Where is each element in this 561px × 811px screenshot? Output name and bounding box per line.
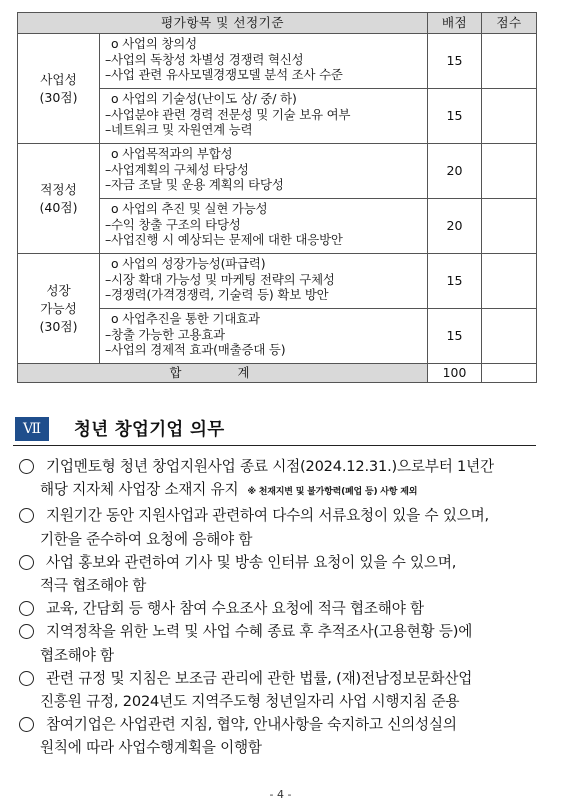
total-points: 100 <box>428 364 482 383</box>
table-row <box>18 254 537 309</box>
circle-bullet-icon <box>19 717 34 732</box>
duty-text: 사업 홍보와 관련하여 기사 및 방송 인터뷰 요청이 있을 수 있으며, <box>46 553 457 571</box>
category-line: (40점) <box>39 199 78 215</box>
section-title: 청년 창업기업 의무 <box>74 420 225 440</box>
criteria-title: o 사업의 창의성 <box>111 36 197 51</box>
list-item <box>13 551 543 597</box>
duties-list <box>13 455 543 760</box>
score-cell <box>482 34 537 89</box>
score-cell <box>482 89 537 144</box>
criteria-cell <box>100 199 428 254</box>
criteria-sub: –네트워크 및 자원연계 능력 <box>105 122 253 138</box>
score-cell <box>482 144 537 199</box>
circle-bullet-icon <box>19 624 34 639</box>
total-label: 합 계 <box>18 364 428 383</box>
category-line: 성장 <box>46 282 71 298</box>
list-item <box>13 504 543 550</box>
circle-bullet-icon <box>19 508 34 523</box>
header-criteria: 평가항목 및 선정기준 <box>18 13 428 34</box>
total-score-cell <box>482 364 537 383</box>
evaluation-table <box>17 12 537 383</box>
criteria-sub: –자금 조달 및 운용 계획의 타당성 <box>105 177 284 193</box>
header-points: 배점 <box>428 13 482 34</box>
points-cell: 20 <box>428 144 482 199</box>
duty-text: 지역정착을 위한 노력 및 사업 수혜 종료 후 추적조사(고용현황 등)에 <box>46 623 473 641</box>
category-line: 사업성 <box>40 71 77 87</box>
duty-note: ※ 천재지변 및 불가항력(폐업 등) 사항 제외 <box>247 487 418 498</box>
duty-text: 기업멘토형 청년 창업지원사업 종료 시점(2024.12.31.)으로부터 1년간 <box>46 458 494 475</box>
page-number: - 4 - <box>269 788 292 801</box>
circle-bullet-icon <box>19 671 34 686</box>
duty-text: 원칙에 따라 사업수행계획을 이행함 <box>40 739 262 757</box>
criteria-sub: –사업의 독창성 차별성 경쟁력 혁신성 <box>105 51 304 67</box>
criteria-title: o 사업의 추진 및 실현 가능성 <box>111 201 268 216</box>
criteria-cell <box>100 89 428 144</box>
criteria-sub: –사업의 경제적 효과(매출증대 등) <box>105 342 286 358</box>
category-line: (30점) <box>39 89 78 105</box>
criteria-title: o 사업의 성장가능성(파급력) <box>111 256 266 271</box>
points-cell: 15 <box>428 89 482 144</box>
criteria-sub: –사업계획의 구체성 타당성 <box>105 161 249 177</box>
category-line: (30점) <box>39 318 78 334</box>
circle-bullet-icon <box>19 601 34 616</box>
score-cell <box>482 309 537 364</box>
criteria-sub: –경쟁력(가격경쟁력, 기술력 등) 확보 방안 <box>105 287 329 303</box>
criteria-sub: –수익 창출 구조의 타당성 <box>105 216 241 232</box>
score-cell <box>482 199 537 254</box>
criteria-cell <box>100 254 428 309</box>
circle-bullet-icon <box>19 555 34 570</box>
category-cell <box>18 34 100 144</box>
points-cell: 15 <box>428 309 482 364</box>
list-item <box>13 455 543 504</box>
points-cell: 15 <box>428 34 482 89</box>
table-header-row <box>18 13 537 34</box>
criteria-title: o 사업추진을 통한 기대효과 <box>111 311 260 326</box>
criteria-cell <box>100 34 428 89</box>
table-row <box>18 34 537 89</box>
duty-text: 적극 협조해야 함 <box>40 577 147 595</box>
duty-text: 협조해야 함 <box>40 646 114 664</box>
criteria-sub: –창출 가능한 고용효과 <box>105 326 225 342</box>
points-cell: 15 <box>428 254 482 309</box>
category-cell <box>18 254 100 364</box>
circle-bullet-icon <box>19 459 34 474</box>
criteria-title: o 사업의 기술성(난이도 상/ 중/ 하) <box>111 91 297 106</box>
duty-text: 참여기업은 사업관련 지침, 협약, 안내사항을 숙지하고 신의성실의 <box>46 716 457 734</box>
criteria-sub: –사업분야 관련 경력 전문성 및 기술 보유 여부 <box>105 106 351 122</box>
table-row <box>18 144 537 199</box>
category-line: 가능성 <box>40 300 77 316</box>
duty-text: 해당 지자체 사업장 소재지 유지 <box>40 481 239 499</box>
duty-text: 진흥원 규정, 2024년도 지역주도형 청년일자리 사업 시행지침 준용 <box>40 693 460 711</box>
points-cell: 20 <box>428 199 482 254</box>
criteria-title: o 사업목적과의 부합성 <box>111 146 233 161</box>
criteria-sub: –시장 확대 가능성 및 마케팅 전략의 구체성 <box>105 271 335 287</box>
list-item <box>13 713 543 759</box>
section-header <box>13 413 536 446</box>
duty-text: 관련 규정 및 지침은 보조금 관리에 관한 법률, (재)전남정보문화산업 <box>46 669 473 687</box>
score-cell <box>482 254 537 309</box>
list-item <box>13 597 543 620</box>
duty-text: 지원기간 동안 지원사업과 관련하여 다수의 서류요청이 있을 수 있으며, <box>46 507 489 525</box>
criteria-sub: –사업 관련 유사모델경쟁모델 분석 조사 수준 <box>105 67 343 83</box>
criteria-cell <box>100 144 428 199</box>
total-row <box>18 364 537 383</box>
criteria-sub: –사업진행 시 예상되는 문제에 대한 대응방안 <box>105 232 343 248</box>
criteria-cell <box>100 309 428 364</box>
list-item <box>13 667 543 713</box>
section-number: Ⅶ <box>15 417 49 441</box>
category-cell <box>18 144 100 254</box>
duty-text: 기한을 준수하여 요청에 응해야 함 <box>40 530 253 548</box>
category-line: 적정성 <box>40 181 77 197</box>
header-score: 점수 <box>482 13 537 34</box>
list-item <box>13 620 543 666</box>
duty-text: 교육, 간담회 등 행사 참여 수요조사 요청에 적극 협조해야 함 <box>46 600 424 618</box>
